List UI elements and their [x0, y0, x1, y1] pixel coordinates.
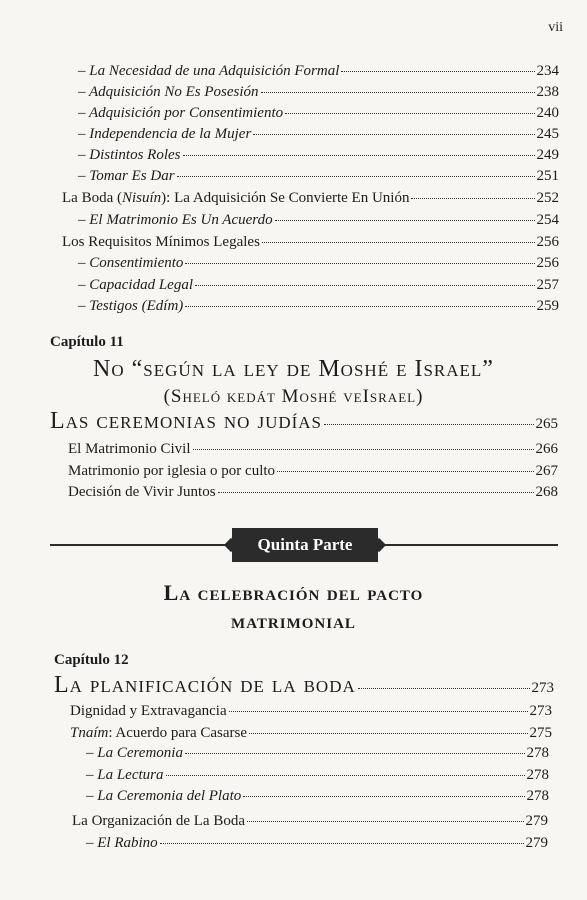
toc-entry[interactable]	[78, 168, 559, 185]
entry-title: – Independencia de la Mujer	[78, 126, 252, 142]
toc-entry[interactable]	[68, 463, 558, 480]
page-ref: 240	[536, 105, 559, 121]
page-ref: 278	[526, 766, 549, 783]
page-ref: 252	[536, 190, 559, 206]
dot-leader	[277, 471, 533, 472]
dot-leader	[185, 306, 534, 307]
page-number: vii	[548, 20, 563, 35]
page-ref: 278	[526, 788, 549, 804]
toc-entry[interactable]	[78, 255, 559, 272]
toc-entry[interactable]	[70, 725, 552, 742]
entry-title: Decisión de Vivir Juntos	[68, 484, 216, 500]
part-title-line2: matrimonial	[231, 608, 356, 633]
dot-leader	[166, 775, 525, 776]
entry-title: Dignidad y Extravagancia	[70, 703, 227, 719]
dot-leader	[218, 492, 534, 493]
page-ref: 279	[525, 813, 548, 829]
part-title-line1: La celebración del pacto	[163, 580, 424, 605]
entry-title-italic: Nisuín	[121, 190, 162, 206]
page-ref: 273	[531, 680, 554, 696]
divider-right	[384, 544, 558, 546]
entry-title: Los Requisitos Mínimos Legales	[62, 233, 260, 250]
dot-leader	[243, 796, 524, 797]
page-ref: 273	[529, 703, 552, 719]
entry-title-suffix: : Acuerdo para Casarse	[108, 725, 248, 741]
dot-leader	[183, 155, 535, 156]
dot-leader	[411, 198, 534, 199]
entry-title: – Adquisición No Es Posesión	[78, 84, 259, 100]
toc-entry[interactable]	[72, 813, 548, 830]
page-ref: 257	[536, 276, 559, 293]
toc-entry[interactable]	[86, 788, 549, 805]
page-ref: 265	[535, 416, 558, 432]
entry-title-suffix: ): La Adquisición Se Convierte En Unión	[161, 190, 410, 206]
toc-entry[interactable]	[86, 745, 549, 762]
page-ref: 234	[536, 63, 559, 79]
toc-entry[interactable]	[78, 147, 559, 164]
entry-title: El Matrimonio Civil	[68, 441, 191, 457]
entry-title-prefix: La Boda (	[62, 190, 122, 206]
toc-entry-la-boda[interactable]	[62, 190, 559, 207]
toc-entry[interactable]	[78, 84, 559, 101]
toc-entry[interactable]	[86, 767, 549, 784]
toc-entry[interactable]	[78, 277, 559, 294]
dot-leader	[185, 263, 534, 264]
entry-title: – El Matrimonio Es Un Acuerdo	[78, 212, 273, 228]
page-ref: 268	[535, 484, 558, 500]
part-banner: Quinta Parte	[232, 528, 378, 562]
entry-title: – El Rabino	[86, 835, 158, 851]
entry-title: – Tomar Es Dar	[78, 168, 175, 184]
page-ref: 267	[535, 462, 558, 479]
toc-entry[interactable]	[68, 441, 558, 458]
entry-title-italic: Tnaím	[70, 725, 109, 741]
chapter-label: Capítulo 11	[50, 334, 124, 350]
toc-entry[interactable]	[78, 126, 559, 143]
entry-title: – La Lectura	[86, 766, 164, 783]
toc-entry[interactable]	[78, 212, 559, 229]
dot-leader	[249, 733, 527, 734]
dot-leader	[324, 424, 533, 425]
entry-title: Matrimonio por iglesia o por culto	[68, 462, 276, 479]
entry-title: – La Necesidad de una Adquisición Formal	[78, 63, 340, 79]
dot-leader	[253, 134, 534, 135]
entry-title: Las ceremonias no judías	[50, 408, 323, 434]
toc-entry[interactable]	[78, 105, 559, 122]
page-ref: 256	[536, 233, 559, 250]
toc-entry[interactable]	[78, 63, 559, 80]
dot-leader	[341, 71, 534, 72]
toc-entry[interactable]	[62, 234, 559, 251]
dot-leader	[229, 711, 528, 712]
dot-leader	[177, 176, 535, 177]
dot-leader	[275, 220, 535, 221]
page-ref: 259	[536, 298, 559, 314]
dot-leader	[261, 92, 535, 93]
page-ref: 245	[536, 126, 559, 142]
dot-leader	[160, 843, 524, 844]
page-ref: 238	[536, 84, 559, 100]
chapter-title-entry[interactable]	[54, 672, 554, 699]
entry-title: – Consentimiento	[78, 255, 184, 271]
entry-title: – Adquisición por Consentimiento	[78, 105, 284, 121]
dot-leader	[195, 285, 535, 286]
page-ref: 254	[536, 212, 559, 228]
toc-entry[interactable]	[68, 484, 558, 501]
toc-entry[interactable]	[78, 298, 559, 315]
toc-entry[interactable]	[86, 835, 548, 852]
dot-leader	[185, 753, 525, 754]
chapter-title-entry[interactable]	[50, 408, 558, 435]
entry-title: – Capacidad Legal	[78, 276, 193, 293]
entry-title: – La Ceremonia del Plato	[86, 788, 242, 804]
divider-left	[50, 544, 226, 546]
chapter-label: Capítulo 12	[54, 652, 129, 668]
entry-title: – Distintos Roles	[78, 147, 181, 163]
dot-leader	[193, 449, 534, 450]
chapter-subtitle: (Sheló kedát Moshé veIsrael)	[163, 386, 424, 407]
dot-leader	[358, 688, 530, 689]
chapter-title-line1: No “según la ley de Moshé e Israel”	[93, 356, 494, 382]
page-ref: 249	[536, 147, 559, 163]
entry-title: La planificación de la boda	[54, 672, 356, 698]
dot-leader	[262, 242, 535, 243]
page-ref: 266	[535, 441, 558, 457]
toc-entry[interactable]	[70, 703, 552, 720]
entry-title: La Organización de La Boda	[72, 813, 245, 829]
page-ref: 275	[529, 725, 552, 741]
page-ref: 278	[526, 745, 549, 761]
entry-title: – La Ceremonia	[86, 745, 183, 761]
page-ref: 279	[525, 835, 548, 851]
page-ref: 251	[536, 168, 559, 184]
page-ref: 256	[536, 255, 559, 271]
entry-title: – Testigos (Edím)	[78, 298, 184, 314]
dot-leader	[247, 821, 524, 822]
dot-leader	[285, 113, 534, 114]
